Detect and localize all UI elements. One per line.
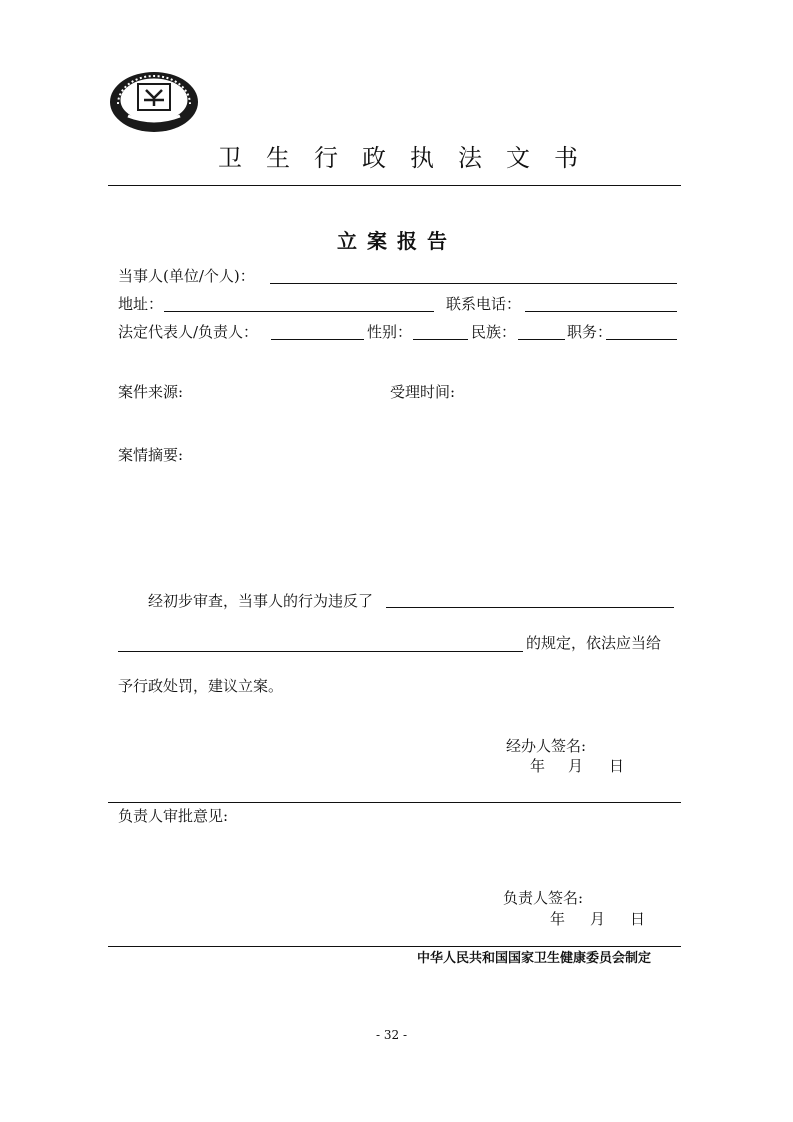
phone-label: 联系电话： (446, 295, 522, 313)
handler-signature-label: 经办人签名: (506, 737, 587, 755)
responsible-signature-field[interactable] (594, 888, 674, 908)
issuing-authority: 中华人民共和国国家卫生健康委员会制定 (417, 951, 652, 966)
phone-field[interactable] (525, 311, 677, 312)
acceptance-time-label: 受理时间: (390, 383, 456, 401)
address-label: 地址： (118, 295, 164, 313)
responsible-date-day: 日 (630, 910, 646, 928)
handler-date-year: 年 (530, 757, 546, 775)
document-series-title: 卫生行政执法文书 (218, 144, 602, 172)
ethnicity-field[interactable] (518, 339, 565, 340)
finding-suffix-text: 予行政处罚，建议立案。 (118, 677, 284, 695)
party-label: 当事人(单位/个人)： (118, 267, 255, 285)
form-title: 立案报告 (337, 229, 457, 253)
violated-regulation-continued-field[interactable] (118, 651, 523, 652)
finding-middle-text: 的规定，依法应当给 (526, 634, 662, 652)
legal-rep-label: 法定代表人/负责人： (118, 323, 259, 341)
finding-prefix-text: 经初步审查，当事人的行为违反了 (148, 592, 374, 610)
case-source-label: 案件来源: (118, 383, 184, 401)
responsible-date-month: 月 (590, 910, 606, 928)
violated-regulation-field[interactable] (386, 607, 674, 608)
responsible-signature-label: 负责人签名: (503, 889, 584, 907)
address-field[interactable] (164, 311, 434, 312)
ethnicity-label: 民族： (471, 323, 517, 341)
page-number: - 32 - (376, 1028, 408, 1042)
handler-date-month: 月 (568, 757, 584, 775)
gender-field[interactable] (413, 339, 468, 340)
position-field[interactable] (606, 339, 677, 340)
case-summary-label: 案情摘要: (118, 446, 184, 464)
health-inspection-seal-icon (108, 70, 200, 134)
handler-date-day: 日 (609, 757, 625, 775)
approval-opinion-label: 负责人审批意见: (118, 807, 229, 825)
responsible-date-year: 年 (550, 910, 566, 928)
header-divider (108, 185, 681, 186)
gender-label: 性别： (367, 323, 413, 341)
footer-divider (108, 946, 681, 947)
legal-rep-field[interactable] (271, 339, 364, 340)
handler-signature-field[interactable] (598, 736, 674, 756)
position-label: 职务： (567, 323, 613, 341)
party-field[interactable] (270, 283, 677, 284)
section-divider (108, 802, 681, 803)
approval-opinion-field[interactable] (118, 830, 678, 880)
